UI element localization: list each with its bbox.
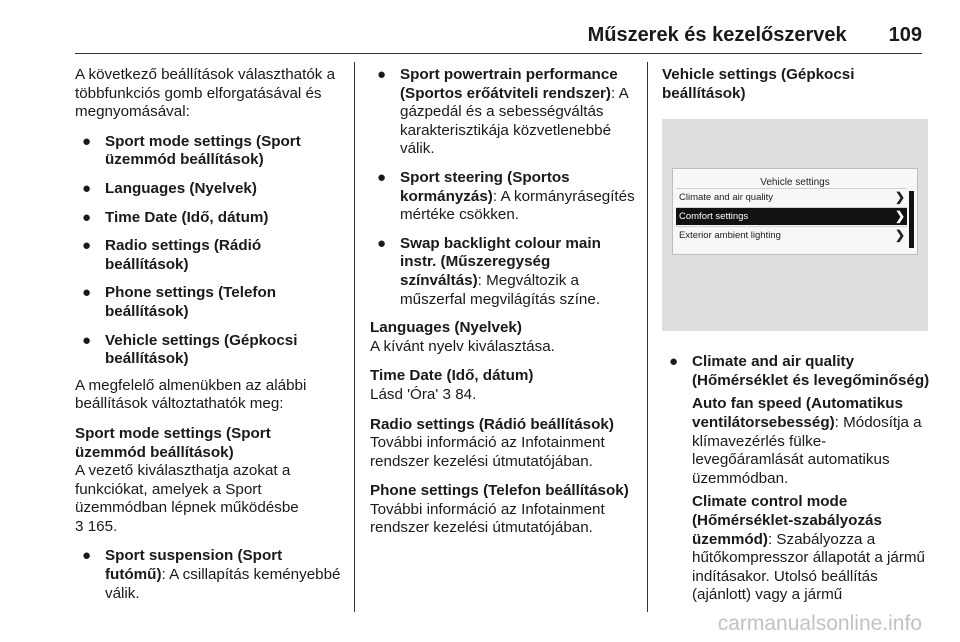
- panel-title: Vehicle settings: [760, 177, 830, 189]
- list-item: ● Time Date (Idő, dátum): [82, 208, 269, 226]
- bullet-icon: ●: [82, 237, 92, 255]
- bullet-icon: ●: [82, 284, 92, 302]
- page-header: [75, 24, 922, 54]
- bullet-icon: ●: [377, 234, 387, 252]
- bullet-icon: ●: [82, 331, 92, 349]
- phone-text: További információ az Infotainment rendszer kezelési útmutatójában.: [370, 500, 605, 537]
- list-item: ● Climate and air quality (Hőmérséklet és levegőminőség) Auto fan speed (Automatikus ventilátorsebesség): Módosítja a klímavezérlés fülke-levegőáramlását automatikus üzemmódban. Climate control mode (Hőmérséklet-szabályozás üzemmód): Szabályozza a hűtőkompresszor állapotát a jármű indításakor. Utolsó beállítás (ajánlott) vagy a jármű: [669, 353, 930, 604]
- section-title: Műszerek és kezelőszervek: [587, 24, 847, 46]
- vehicle-settings-panel: [672, 168, 918, 255]
- watermark: carmanualsonline.info: [717, 612, 922, 635]
- radio-heading: Radio settings (Rádió beállítások): [370, 415, 614, 433]
- menu-list: [75, 133, 345, 369]
- sport-list: [75, 547, 345, 603]
- sub-intro-text: A megfelelő almenükben az alábbi beállítások változtathatók meg:: [75, 376, 307, 413]
- bullet-icon: ●: [377, 66, 387, 83]
- sport-ref[interactable]: 165.: [87, 517, 118, 535]
- header-rule: [75, 53, 922, 54]
- column-divider: [647, 62, 648, 612]
- page-number: 109: [888, 24, 922, 46]
- panel-row: Exterior ambient lighting ❯: [676, 226, 907, 244]
- ref-arrow-icon: 3: [75, 517, 84, 535]
- chevron-right-icon: ❯: [894, 190, 905, 205]
- bullet-icon: ●: [82, 179, 92, 197]
- chevron-right-icon: ❯: [894, 228, 905, 243]
- list-item: ● Languages (Nyelvek): [82, 179, 257, 197]
- screen-illustration: [662, 119, 928, 331]
- column-middle: [370, 66, 635, 549]
- list-item: ● Phone settings (Telefon beállítások): [82, 284, 277, 320]
- time-heading: Time Date (Idő, dátum): [370, 367, 534, 385]
- sport-heading: Sport mode settings (Sport üzemmód beállítások): [75, 424, 271, 461]
- panel-row: Climate and air quality ❯: [676, 188, 907, 206]
- list-item: ● Sport powertrain performance (Sportos erőátviteli rendszer): A gázpedál és a sebességváltás karakterisztikája közvetlenebbé válik.: [377, 66, 628, 158]
- ref-arrow-icon: 3: [442, 385, 451, 403]
- sport-options-list: [370, 66, 635, 309]
- languages-text: A kívánt nyelv kiválasztása.: [370, 337, 555, 355]
- list-item: ● Swap backlight colour main instr. (Műszeregység színváltás): Megváltozik a műszerfal megvilágítás színe.: [377, 234, 601, 308]
- sport-text: A vezető kiválaszthatja azokat a funkciókat, amelyek a Sport üzemmódban lépnek működésbe: [75, 462, 299, 517]
- list-item: ● Vehicle settings (Gépkocsi beállítások): [82, 331, 298, 368]
- list-item: ● Sport suspension (Sport futómű): A csillapítás keményebbé válik.: [82, 547, 341, 602]
- panel-row-selected: Comfort settings ❯: [676, 207, 907, 225]
- list-item: ● Radio settings (Rádió beállítások): [82, 237, 262, 273]
- column-left: [75, 66, 345, 613]
- bullet-icon: ●: [669, 353, 679, 371]
- bullet-icon: ●: [377, 168, 387, 186]
- intro-text: A következő beállítások választhatók a többfunkciós gomb elforgatásával és megnyomásával:: [75, 66, 336, 121]
- column-divider: [354, 62, 355, 612]
- time-text: Lásd 'Óra': [370, 385, 439, 403]
- scrollbar: [909, 191, 914, 248]
- time-ref[interactable]: 84.: [455, 385, 477, 403]
- languages-heading: Languages (Nyelvek): [370, 319, 522, 337]
- bullet-icon: ●: [82, 132, 92, 150]
- chevron-right-icon: ❯: [894, 209, 905, 224]
- phone-heading: Phone settings (Telefon beállítások): [370, 482, 629, 500]
- vehicle-heading: Vehicle settings (Gépkocsi beállítások): [662, 66, 855, 102]
- vehicle-list: [662, 353, 930, 605]
- column-right: [662, 66, 930, 615]
- bullet-icon: ●: [82, 547, 92, 565]
- list-item: ● Sport steering (Sportos kormányzás): A kormányrásegítés mértéke csökken.: [377, 168, 635, 224]
- radio-text: További információ az Infotainment rendszer kezelési útmutatójában.: [370, 434, 605, 470]
- bullet-icon: ●: [82, 208, 92, 226]
- list-item: ● Sport mode settings (Sport üzemmód beállítások): [82, 132, 301, 169]
